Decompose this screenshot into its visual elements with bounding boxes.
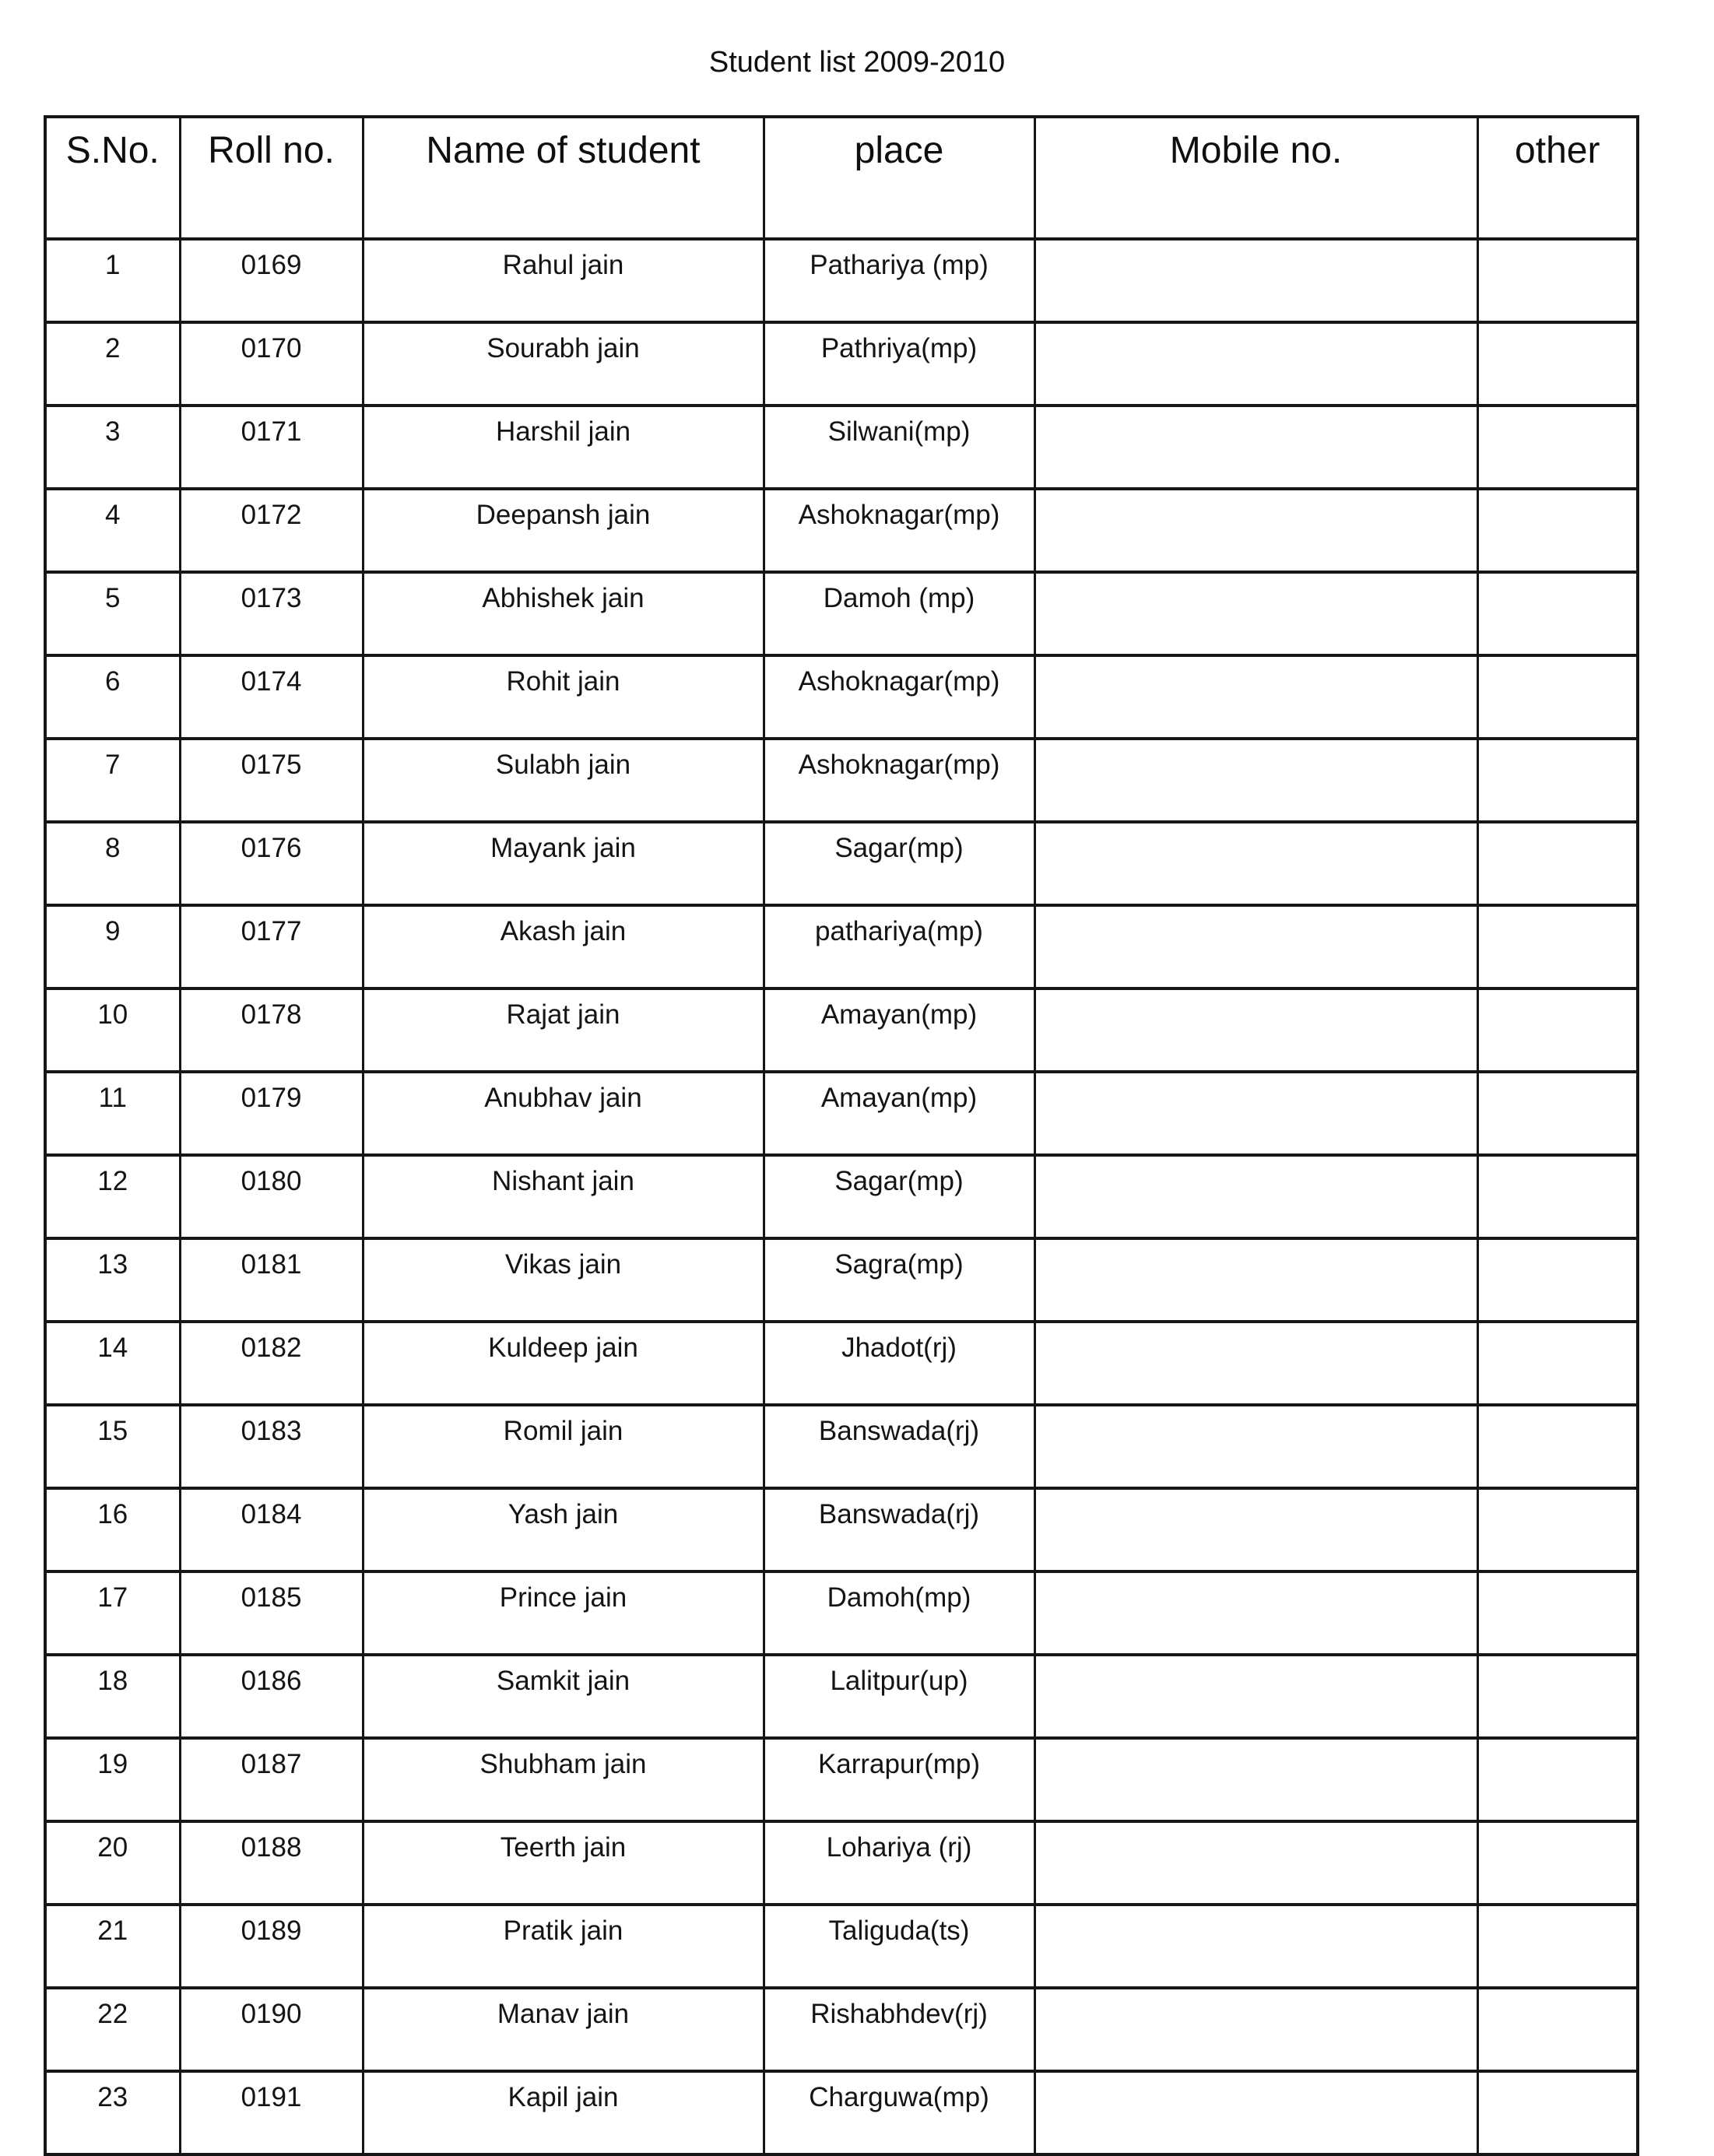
cell-name: Kapil jain bbox=[363, 2071, 764, 2154]
student-table-header bbox=[45, 117, 1638, 239]
cell-roll: 0183 bbox=[180, 1405, 363, 1488]
cell-sno: 17 bbox=[45, 1571, 180, 1655]
cell-name: Deepansh jain bbox=[363, 489, 764, 572]
cell-mobile bbox=[1034, 1072, 1477, 1155]
table-row bbox=[45, 988, 1638, 1072]
table-row bbox=[45, 1405, 1638, 1488]
cell-sno: 4 bbox=[45, 489, 180, 572]
cell-other bbox=[1477, 1655, 1638, 1738]
cell-place: Sagar(mp) bbox=[764, 1155, 1034, 1238]
cell-place: Ashoknagar(mp) bbox=[764, 489, 1034, 572]
cell-sno: 1 bbox=[45, 239, 180, 322]
cell-other bbox=[1477, 655, 1638, 739]
cell-place: Rishabhdev(rj) bbox=[764, 1988, 1034, 2071]
cell-place: Silwani(mp) bbox=[764, 406, 1034, 489]
cell-sno: 19 bbox=[45, 1738, 180, 1821]
cell-mobile bbox=[1034, 2071, 1477, 2154]
table-row bbox=[45, 1488, 1638, 1571]
cell-place: Taliguda(ts) bbox=[764, 1905, 1034, 1988]
cell-place: Lalitpur(up) bbox=[764, 1655, 1034, 1738]
cell-place: Jhadot(rj) bbox=[764, 1322, 1034, 1405]
cell-name: Rajat jain bbox=[363, 988, 764, 1072]
cell-other bbox=[1477, 739, 1638, 822]
cell-roll: 0182 bbox=[180, 1322, 363, 1405]
cell-roll: 0178 bbox=[180, 988, 363, 1072]
cell-place: Banswada(rj) bbox=[764, 1488, 1034, 1571]
cell-mobile bbox=[1034, 905, 1477, 988]
cell-name: Samkit jain bbox=[363, 1655, 764, 1738]
cell-other bbox=[1477, 988, 1638, 1072]
column-header-other: other bbox=[1477, 117, 1638, 239]
table-row bbox=[45, 822, 1638, 905]
cell-roll: 0190 bbox=[180, 1988, 363, 2071]
cell-sno: 15 bbox=[45, 1405, 180, 1488]
column-header-sno: S.No. bbox=[45, 117, 180, 239]
cell-place: Sagar(mp) bbox=[764, 822, 1034, 905]
cell-roll: 0170 bbox=[180, 322, 363, 406]
cell-other bbox=[1477, 1821, 1638, 1905]
cell-place: Pathariya (mp) bbox=[764, 239, 1034, 322]
cell-name: Sulabh jain bbox=[363, 739, 764, 822]
cell-other bbox=[1477, 239, 1638, 322]
cell-other bbox=[1477, 1738, 1638, 1821]
cell-name: Romil jain bbox=[363, 1405, 764, 1488]
cell-name: Shubham jain bbox=[363, 1738, 764, 1821]
cell-sno: 5 bbox=[45, 572, 180, 655]
table-row bbox=[45, 1988, 1638, 2071]
cell-mobile bbox=[1034, 1655, 1477, 1738]
cell-mobile bbox=[1034, 1821, 1477, 1905]
cell-sno: 8 bbox=[45, 822, 180, 905]
cell-roll: 0174 bbox=[180, 655, 363, 739]
cell-mobile bbox=[1034, 822, 1477, 905]
table-row bbox=[45, 1238, 1638, 1322]
column-header-mobile: Mobile no. bbox=[1034, 117, 1477, 239]
cell-roll: 0175 bbox=[180, 739, 363, 822]
cell-sno: 6 bbox=[45, 655, 180, 739]
table-row bbox=[45, 1738, 1638, 1821]
cell-other bbox=[1477, 905, 1638, 988]
column-header-place: place bbox=[764, 117, 1034, 239]
cell-other bbox=[1477, 1238, 1638, 1322]
table-row bbox=[45, 572, 1638, 655]
cell-sno: 14 bbox=[45, 1322, 180, 1405]
cell-sno: 18 bbox=[45, 1655, 180, 1738]
student-table bbox=[44, 115, 1639, 2156]
cell-sno: 10 bbox=[45, 988, 180, 1072]
cell-place: Damoh (mp) bbox=[764, 572, 1034, 655]
table-row bbox=[45, 1655, 1638, 1738]
cell-place: Ashoknagar(mp) bbox=[764, 739, 1034, 822]
cell-sno: 13 bbox=[45, 1238, 180, 1322]
student-table-body bbox=[45, 239, 1638, 2154]
table-row bbox=[45, 1821, 1638, 1905]
cell-name: Rahul jain bbox=[363, 239, 764, 322]
cell-roll: 0176 bbox=[180, 822, 363, 905]
cell-name: Pratik jain bbox=[363, 1905, 764, 1988]
cell-other bbox=[1477, 322, 1638, 406]
table-row bbox=[45, 905, 1638, 988]
cell-place: Lohariya (rj) bbox=[764, 1821, 1034, 1905]
cell-other bbox=[1477, 1571, 1638, 1655]
cell-mobile bbox=[1034, 1988, 1477, 2071]
cell-other bbox=[1477, 406, 1638, 489]
cell-sno: 7 bbox=[45, 739, 180, 822]
cell-name: Akash jain bbox=[363, 905, 764, 988]
table-row bbox=[45, 322, 1638, 406]
cell-name: Harshil jain bbox=[363, 406, 764, 489]
cell-sno: 22 bbox=[45, 1988, 180, 2071]
cell-roll: 0179 bbox=[180, 1072, 363, 1155]
cell-sno: 11 bbox=[45, 1072, 180, 1155]
table-row bbox=[45, 239, 1638, 322]
table-row bbox=[45, 1155, 1638, 1238]
cell-other bbox=[1477, 1405, 1638, 1488]
cell-sno: 9 bbox=[45, 905, 180, 988]
cell-roll: 0169 bbox=[180, 239, 363, 322]
cell-name: Yash jain bbox=[363, 1488, 764, 1571]
cell-roll: 0173 bbox=[180, 572, 363, 655]
cell-sno: 12 bbox=[45, 1155, 180, 1238]
cell-mobile bbox=[1034, 655, 1477, 739]
table-row bbox=[45, 1905, 1638, 1988]
table-row bbox=[45, 739, 1638, 822]
cell-other bbox=[1477, 1905, 1638, 1988]
cell-place: Sagra(mp) bbox=[764, 1238, 1034, 1322]
cell-roll: 0180 bbox=[180, 1155, 363, 1238]
cell-roll: 0184 bbox=[180, 1488, 363, 1571]
cell-place: pathariya(mp) bbox=[764, 905, 1034, 988]
cell-sno: 3 bbox=[45, 406, 180, 489]
cell-other bbox=[1477, 1072, 1638, 1155]
cell-place: Charguwa(mp) bbox=[764, 2071, 1034, 2154]
cell-place: Damoh(mp) bbox=[764, 1571, 1034, 1655]
cell-roll: 0189 bbox=[180, 1905, 363, 1988]
cell-other bbox=[1477, 1988, 1638, 2071]
cell-name: Sourabh jain bbox=[363, 322, 764, 406]
cell-roll: 0185 bbox=[180, 1571, 363, 1655]
cell-name: Mayank jain bbox=[363, 822, 764, 905]
page-title: Student list 2009-2010 bbox=[708, 46, 1006, 79]
cell-sno: 20 bbox=[45, 1821, 180, 1905]
column-header-roll: Roll no. bbox=[180, 117, 363, 239]
cell-mobile bbox=[1034, 239, 1477, 322]
cell-roll: 0181 bbox=[180, 1238, 363, 1322]
cell-mobile bbox=[1034, 1238, 1477, 1322]
cell-name: Anubhav jain bbox=[363, 1072, 764, 1155]
cell-mobile bbox=[1034, 1322, 1477, 1405]
cell-roll: 0191 bbox=[180, 2071, 363, 2154]
cell-mobile bbox=[1034, 322, 1477, 406]
cell-place: Amayan(mp) bbox=[764, 988, 1034, 1072]
cell-place: Banswada(rj) bbox=[764, 1405, 1034, 1488]
cell-other bbox=[1477, 489, 1638, 572]
cell-mobile bbox=[1034, 988, 1477, 1072]
cell-roll: 0171 bbox=[180, 406, 363, 489]
table-row bbox=[45, 655, 1638, 739]
table-row bbox=[45, 1322, 1638, 1405]
cell-other bbox=[1477, 2071, 1638, 2154]
cell-mobile bbox=[1034, 1905, 1477, 1988]
cell-sno: 2 bbox=[45, 322, 180, 406]
cell-sno: 16 bbox=[45, 1488, 180, 1571]
cell-other bbox=[1477, 1322, 1638, 1405]
cell-place: Pathriya(mp) bbox=[764, 322, 1034, 406]
cell-name: Prince jain bbox=[363, 1571, 764, 1655]
cell-place: Karrapur(mp) bbox=[764, 1738, 1034, 1821]
cell-other bbox=[1477, 1488, 1638, 1571]
table-row bbox=[45, 1072, 1638, 1155]
header-row bbox=[45, 117, 1638, 239]
cell-mobile bbox=[1034, 1405, 1477, 1488]
cell-roll: 0172 bbox=[180, 489, 363, 572]
cell-other bbox=[1477, 822, 1638, 905]
cell-name: Kuldeep jain bbox=[363, 1322, 764, 1405]
cell-name: Teerth jain bbox=[363, 1821, 764, 1905]
cell-name: Abhishek jain bbox=[363, 572, 764, 655]
cell-roll: 0177 bbox=[180, 905, 363, 988]
cell-mobile bbox=[1034, 1738, 1477, 1821]
cell-mobile bbox=[1034, 1571, 1477, 1655]
cell-mobile bbox=[1034, 1488, 1477, 1571]
cell-other bbox=[1477, 572, 1638, 655]
cell-other bbox=[1477, 1155, 1638, 1238]
table-row bbox=[45, 489, 1638, 572]
cell-mobile bbox=[1034, 406, 1477, 489]
cell-mobile bbox=[1034, 489, 1477, 572]
cell-roll: 0188 bbox=[180, 1821, 363, 1905]
cell-name: Rohit jain bbox=[363, 655, 764, 739]
cell-sno: 23 bbox=[45, 2071, 180, 2154]
cell-place: Ashoknagar(mp) bbox=[764, 655, 1034, 739]
table-row bbox=[45, 2071, 1638, 2154]
cell-name: Nishant jain bbox=[363, 1155, 764, 1238]
cell-roll: 0186 bbox=[180, 1655, 363, 1738]
cell-mobile bbox=[1034, 739, 1477, 822]
cell-name: Manav jain bbox=[363, 1988, 764, 2071]
cell-roll: 0187 bbox=[180, 1738, 363, 1821]
cell-name: Vikas jain bbox=[363, 1238, 764, 1322]
column-header-name: Name of student bbox=[363, 117, 764, 239]
cell-mobile bbox=[1034, 572, 1477, 655]
cell-sno: 21 bbox=[45, 1905, 180, 1988]
cell-place: Amayan(mp) bbox=[764, 1072, 1034, 1155]
table-row bbox=[45, 1571, 1638, 1655]
cell-mobile bbox=[1034, 1155, 1477, 1238]
table-row bbox=[45, 406, 1638, 489]
